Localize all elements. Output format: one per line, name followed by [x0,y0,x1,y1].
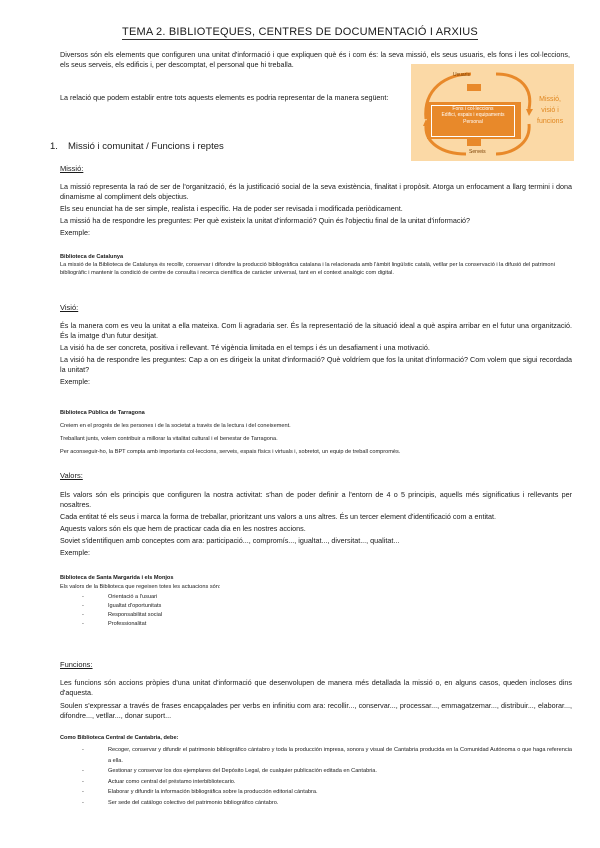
elements-diagram [411,64,574,161]
vision-heading: Visió: [60,303,79,312]
vision-example-title: Biblioteca Pública de Tarragona [60,410,145,416]
values-example-intro: Els valors de la Biblioteca que regeixen totes les actuacions són: [60,584,221,590]
document-title: TEMA 2. BIBLIOTEQUES, CENTRES DE DOCUMENTACIÓ I ARXIUS [122,26,478,38]
relation-paragraph: La relació que podem establir entre tots aquests elements es podria representar de la manera següent: [60,93,389,102]
vision-example-label: Exemple: [60,377,90,386]
values-example [60,574,572,629]
mission-line: Els seu enunciat ha de ser simple, realista i específic. Ha de poder ser revisada i modificada periòdicament. [60,204,403,213]
list-item: - Elaborar y difundir la información bibliográfica sobre la producción editorial cántabra. [82,787,572,798]
values-list [82,593,572,629]
diagram-center-box [431,105,515,137]
values-example-label: Exemple: [60,548,90,557]
values-body [60,490,572,558]
mission-line: La missió representa la raó de ser de l'organització, és la justificació social de la seva existència, finalitat i propòsit. Atorga un enfocament a llarg termini i dona dinamisme al compliment dels objectius. [60,182,572,201]
list-item: - Gestionar y conservar los dos ejemplares del Depósito Legal, de cualquier publicación editada en Cantabria. [82,766,572,777]
vision-line: És la manera com es veu la unitat a ella mateixa. Com li agradaria ser. És la representació de la situació ideal a què aspira arribar en el futur una organització. És la imatge d'un futur desitjat. [60,321,572,340]
vision-example [60,407,572,459]
functions-list [82,745,572,808]
section-number: 1. [50,141,58,152]
vision-example-line: Per aconseguir-ho, la BPT compta amb importants col·leccions, serveis, espais físics i virtuals i, sobretot, un equip de treball compromès. [60,449,401,455]
values-line: Soviet s'identifiquen amb conceptes com ara: participació..., compromís..., igualtat..., diversitat..., qualitat... [60,536,400,545]
mission-heading: Missió: [60,164,84,173]
diagram-side-line: funcions [537,118,564,125]
diagram-services-label: Serveis [469,149,486,155]
values-line: Aquests valors són els que hem de practicar cada dia en les nostres accions. [60,524,306,533]
diagram-users-label: Usuaris [453,72,470,78]
functions-example [60,734,572,808]
values-example-title: Biblioteca de Santa Margarida i els Monjos [60,575,174,581]
mission-example-title: Biblioteca de Catalunya [60,254,124,260]
list-item: - Actuar como central del préstamo interbibliotecario. [82,777,572,788]
vision-example-line: Creiem en el progrés de les persones i de la societat a través de la lectura i del coneixement. [60,423,291,429]
values-line: Els valors són els principis que configuren la nostra activitat: s'han de poder definir a l'entorn de 4 o 5 principis, aquells més significatius i rellevants per nosaltres. [60,490,572,509]
mission-line: La missió ha de respondre les preguntes: Per què existeix la unitat d'informació? Quin és l'objectiu final de la unitat d'informació? [60,216,471,225]
diagram-side-line: Missió, [539,96,561,103]
values-line: Cada entitat té els seus i marca la forma de treballar, prioritzant uns valors a uns altres. És un tercer element d'identificació com a entitat. [60,512,497,521]
mission-example-label: Exemple: [60,228,90,237]
diagram-side-label [537,94,563,127]
list-item: - Recoger, conservar y difundir el patrimonio bibliográfico cántabro y toda la producción impresa, sonora y visual de Cantabria producida en la Comunidad Autónoma o que haga referencia a ella. [82,745,572,766]
section-title: Missió i comunitat / Funcions i reptes [68,141,224,152]
functions-heading: Funcions: [60,660,93,669]
list-item: - Professionalitat [82,620,572,629]
mission-body [60,182,572,238]
list-item: - Responsabilitat social [82,611,572,620]
list-item: - Igualtat d'oportunitats [82,602,572,611]
functions-line: Les funcions són accions pròpies d'una unitat d'informació que desenvolupen de manera més detallada la missió o, en alguns casos, queden incloses dins d'aquesta. [60,678,572,697]
values-heading: Valors: [60,471,83,480]
vision-line: La visió ha de respondre les preguntes: Cap a on es dirigeix la unitat d'informació? Què voldríem que fos la unitat d'informació? Com volem que sigui recordada la unitat? [60,355,572,374]
diagram-box-line: Personal [463,118,483,125]
diagram-box-line: Edifici, espais i equipaments [441,112,505,119]
vision-body [60,321,572,387]
list-item: - Orientació a l'usuari [82,593,572,602]
vision-line: La visió ha de ser concreta, positiva i rellevant. Té vigència limitada en el temps i és un desafiament i una motivació. [60,343,430,352]
list-item: - Ser sede del catálogo colectivo del patrimonio bibliográfico cántabro. [82,798,572,809]
diagram-box-line: Fons i col·leccions [452,106,494,112]
functions-example-intro: Como Biblioteca Central de Cantabria, debe: [60,735,179,741]
functions-body [60,678,572,721]
vision-example-line: Treballant junts, volem contribuir a millorar la vitalitat cultural i el benestar de Tarragona. [60,436,278,442]
functions-line: Soulen s'expressar a través de frases encapçalades per verbs en infinitiu com ara: recollir..., conservar..., processar..., emmagatzemar..., distribuir..., elaborar..., difondre..., vetllar..., donar suport... [60,701,572,720]
intro-paragraph: Diversos són els elements que configuren una unitat d'informació i que expliquen què és i com és: la seva missió, els seus usuaris, els fons i les col·leccions, els seus serveis, els edificis i, per descomptat, el personal que hi treballa. [60,50,570,69]
diagram-side-line: visió i [541,107,559,114]
mission-example-text: La missió de la Biblioteca de Catalunya és recollir, conservar i difondre la producció bibliogràfica catalana i la relacionada amb l'àmbit lingüístic català, vetllar per la conservació i la difusió del patrimoni bibliogràfic i mantenir la condició de centre de consulta i recerca científica de caràcter universal, tant en el context analògic com digital. [60,262,555,276]
